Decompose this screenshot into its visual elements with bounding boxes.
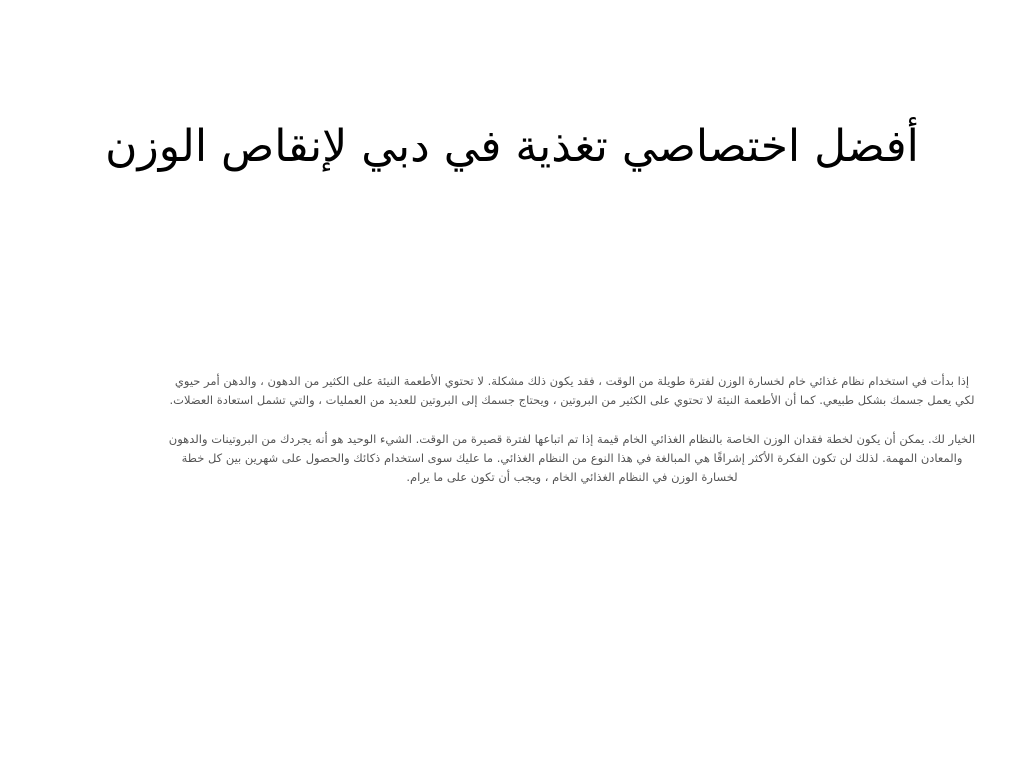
body-paragraph-1: إذا بدأت في استخدام نظام غذائي خام لخسارة الوزن لفترة طويلة من الوقت ، فقد يكون ذلك مشكلة. لا تحتوي الأطعمة النيئة على الكثير من الدهون ، والدهن أمر حيوي لكي يعمل جسمك بشكل طبيعي. كما أن الأطعمة النيئة لا تحتوي على الكثير من البروتين ، ويحتاج جسمك إلى البروتين للعديد من العمليات ، والتي تشمل استعادة العضلات.: [169, 374, 975, 407]
slide-title: أفضل اختصاصي تغذية في دبي لإنقاص الوزن: [105, 121, 919, 172]
slide-body: [168, 372, 976, 507]
body-paragraph-2: الخيار لك. يمكن أن يكون لخطة فقدان الوزن الخاصة بالنظام الغذائي الخام قيمة إذا تم اتباعها لفترة قصيرة من الوقت. الشيء الوحيد هو أنه يجردك من البروتينات والدهون والمعادن المهمة. لذلك لن تكون الفكرة الأكثر إشراقًا هي المبالغة في هذا النوع من النظام الغذائي. ما عليك سوى استخدام ذكائك والحصول على شهرين بين كل خطة لخسارة الوزن في النظام الغذائي الخام ، ويجب أن تكون على ما يرام.: [168, 432, 976, 484]
